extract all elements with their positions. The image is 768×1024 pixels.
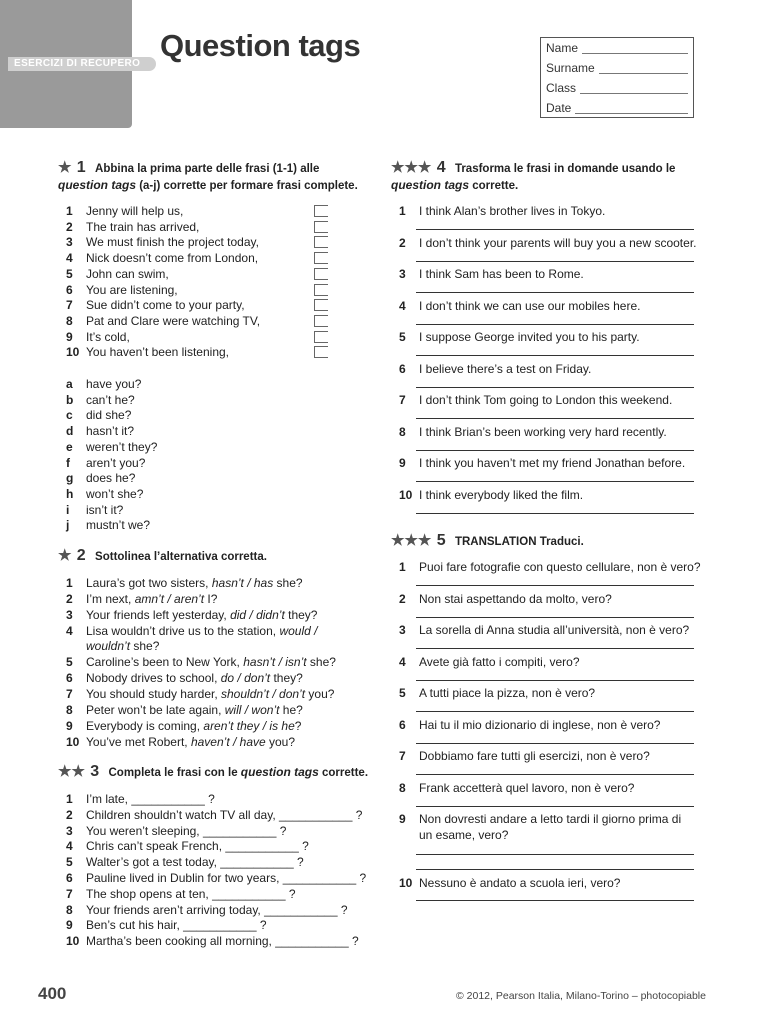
item-number: 3 [66,235,73,250]
item-text: hasn’t it? [86,424,135,439]
alternative-options[interactable]: aren’t they / is he [203,718,295,733]
item-number: 10 [399,876,413,890]
item-text: I think Alan’s brother lives in Tokyo. [419,204,606,218]
item-number: 10 [66,345,80,360]
item-text: does he? [86,471,136,486]
answer-line[interactable] [416,585,694,586]
item-text: Martha’s been cooking all morning, ___________ ? [86,934,359,949]
item-number: 2 [66,807,73,822]
item-number: 7 [66,886,73,901]
item-text: I’m next, amn’t / aren’t I? [86,591,218,606]
item-number: 10 [399,487,413,502]
item-text: Everybody is coming, aren’t they / is he? [86,718,302,733]
section-tab: ESERCIZI DI RECUPERO [8,57,156,71]
item-number: 5 [66,266,73,281]
item-text: Lisa wouldn’t drive us to the station, would / [86,623,318,638]
item-number: 4 [399,298,406,313]
item-text: A tutti piace la pizza, non è vero? [419,686,596,700]
exercise-1-heading: ★ 1 Abbina la prima parte delle frasi (1-1) alle question tags (a-j) corrette per formare frasi complete. [58,159,358,192]
item-text: Walter’s got a test today, ___________ ? [86,855,304,870]
item-number: 8 [66,313,73,328]
item-number: 7 [399,393,406,407]
item-number: 4 [66,623,73,638]
alternative-options[interactable]: will / won’t [224,702,280,717]
item-number: 7 [399,749,406,763]
item-text: aren’t you? [86,455,146,470]
item-text: Nick doesn’t come from London, [86,251,259,266]
item-number: g [66,471,74,486]
item-number: f [66,455,70,470]
difficulty-star-icon: ★★★ [391,159,432,176]
item-text: wouldn’t she? [86,639,160,654]
item-text: I think you haven’t met my friend Jonathan before. [419,456,686,470]
item-text: Chris can’t speak French, ___________ ? [86,839,309,854]
item-number: 9 [399,456,406,470]
item-text: I suppose George invited you to his party. [419,330,640,344]
item-number: 7 [66,298,73,313]
alternative-options[interactable]: did / didn’t [230,607,285,622]
item-number: j [66,518,70,533]
item-text: isn’t it? [86,502,124,517]
item-text: Pat and Clare were watching TV, [86,313,261,328]
item-number: i [66,502,70,517]
item-number: 8 [66,702,73,717]
difficulty-star-icon: ★★ [58,763,85,780]
item-text: I don’t think your parents will buy you a new scooter. [419,235,697,250]
item-text: weren’t they? [86,439,158,454]
answer-line[interactable] [416,324,694,325]
exercise-3-heading: ★★ 3 Completa le frasi con le question tags corrette. [58,763,369,780]
answer-line[interactable] [416,481,694,482]
item-text: Your friends left yesterday, did / didn’t they? [86,607,318,622]
item-text: I don’t think Tom going to London this weekend. [419,393,673,407]
item-number: 8 [66,902,73,917]
answer-line[interactable] [416,680,694,681]
answer-box[interactable] [314,284,328,296]
item-number: 3 [66,823,73,838]
item-number: 5 [399,686,406,700]
answer-line[interactable] [416,355,694,356]
item-text: Dobbiamo fare tutti gli esercizi, non è vero? [419,749,650,763]
item-number: 4 [66,839,73,854]
item-text: We must finish the project today, [86,235,259,250]
item-number: 6 [399,718,406,732]
item-text: Pauline lived in Dublin for two years, ___________ ? [86,871,367,885]
item-number: 6 [399,361,406,376]
item-number: 9 [66,918,73,933]
exercise-5-heading: ★★★ 5 TRANSLATION Traduci. [391,532,584,549]
alternative-options[interactable]: wouldn’t [86,639,131,654]
item-text: Frank accetterà quel lavoro, non è vero? [419,781,635,795]
item-text: Puoi fare fotografie con questo cellulare, non è vero? [419,560,701,574]
item-number: 9 [66,329,73,344]
item-text: I believe there’s a test on Friday. [419,361,592,376]
item-text: Nessuno è andato a scuola ieri, vero? [419,876,621,890]
alternative-options[interactable]: would / [279,623,318,638]
item-text: did she? [86,408,132,423]
date-field[interactable]: Date [541,98,693,118]
item-number: 4 [399,655,406,669]
answer-line[interactable] [416,292,694,293]
item-text: You’ve met Robert, haven’t / have you? [86,734,296,749]
item-text: Jenny will help us, [86,204,184,218]
answer-box[interactable] [314,346,328,358]
answer-line[interactable] [416,900,694,901]
item-number: a [66,377,73,391]
student-info-box [540,37,694,118]
item-number: 5 [399,330,406,344]
item-text: Peter won’t be late again, will / won’t he? [86,702,303,717]
item-text: You are listening, [86,282,178,297]
item-number: 1 [399,204,406,218]
answer-line[interactable] [416,261,694,262]
copyright-notice: © 2012, Pearson Italia, Milano-Torino – photocopiable [456,990,706,1002]
item-number: c [66,408,73,423]
item-text: Nobody drives to school, do / don’t they? [86,671,303,686]
item-number: 1 [66,792,73,806]
item-text: I think everybody liked the film. [419,487,584,502]
item-number: 6 [66,871,73,885]
item-text: You weren’t sleeping, ___________ ? [86,823,287,838]
item-text: I think Brian’s been working very hard recently. [419,424,667,439]
item-text: Ben’s cut his hair, ___________ ? [86,918,267,933]
item-text: Your friends aren’t arriving today, ___________ ? [86,902,348,917]
answer-box[interactable] [314,221,328,233]
alternative-options[interactable]: hasn’t / has [211,576,274,590]
item-number: h [66,486,74,501]
item-number: 2 [399,235,406,250]
item-text: It’s cold, [86,329,130,344]
item-text: I’m late, ___________ ? [86,792,215,806]
item-number: 9 [66,718,73,733]
item-number: 3 [66,607,73,622]
answer-line[interactable] [416,648,694,649]
exercise-4-heading: ★★★ 4 Trasforma le frasi in domande usando le question tags corrette. [391,159,676,192]
item-number: 1 [399,560,406,574]
item-text: I think Sam has been to Rome. [419,267,584,281]
difficulty-star-icon: ★ [58,159,72,176]
item-number: 10 [66,934,80,949]
item-number: 10 [66,734,80,749]
item-text: The shop opens at ten, ___________ ? [86,886,296,901]
answer-line[interactable] [416,418,694,419]
item-number: 5 [66,855,73,870]
item-number: 9 [399,812,406,826]
answer-box[interactable] [314,268,328,280]
item-number: 3 [399,623,406,637]
exercise-2-heading: ★ 2 Sottolinea l’alternativa corretta. [58,547,267,564]
item-number: 4 [66,251,73,266]
answer-line[interactable] [416,387,694,388]
difficulty-star-icon: ★★★ [391,532,432,549]
item-text: You should study harder, shouldn’t / don’t you? [86,686,335,701]
item-number: d [66,424,74,439]
item-text: Laura’s got two sisters, hasn’t / has she? [86,576,303,590]
item-number: 6 [66,671,73,686]
item-text: have you? [86,377,142,391]
item-text: You haven’t been listening, [86,345,230,360]
answer-line[interactable] [416,229,694,230]
item-text: I don’t think we can use our mobiles here. [419,298,641,313]
item-number: 8 [399,781,406,795]
item-number: e [66,439,73,454]
item-number: 1 [66,204,73,218]
item-text: John can swim, [86,266,169,281]
item-text: un esame, vero? [419,828,509,842]
item-number: 2 [66,219,73,234]
answer-box[interactable] [314,299,328,311]
alternative-options[interactable]: haven’t / have [190,734,266,749]
answer-line[interactable] [416,743,694,744]
answer-line[interactable] [416,806,694,807]
answer-box[interactable] [314,236,328,248]
answer-line[interactable] [416,869,694,870]
item-text: Non stai aspettando da molto, vero? [419,592,612,606]
item-text: mustn’t we? [86,518,151,533]
item-number: 7 [66,686,73,701]
answer-box[interactable] [314,331,328,343]
alternative-options[interactable]: do / don’t [220,671,271,686]
item-text: La sorella di Anna studia all’università, non è vero? [419,623,690,637]
item-number: 3 [399,267,406,281]
answer-line[interactable] [416,854,694,855]
answer-line[interactable] [416,513,694,514]
item-number: 2 [66,591,73,606]
name-field[interactable]: Name [541,38,693,58]
item-text: Sue didn’t come to your party, [86,298,245,313]
item-text: The train has arrived, [86,219,200,234]
class-field[interactable]: Class [541,78,693,98]
item-text: Non dovresti andare a letto tardi il giorno prima di [419,812,682,826]
answer-line[interactable] [416,617,694,618]
answer-line[interactable] [416,774,694,775]
item-text: Avete già fatto i compiti, vero? [419,655,580,669]
item-number: b [66,392,74,407]
item-number: 5 [66,655,73,670]
item-number: 6 [66,282,73,297]
alternative-options[interactable]: hasn’t / isn’t [243,655,307,670]
alternative-options[interactable]: amn’t / aren’t [134,591,205,606]
item-text: won’t she? [86,486,144,501]
item-text: Hai tu il mio dizionario di inglese, non è vero? [419,718,661,732]
answer-line[interactable] [416,711,694,712]
answer-box[interactable] [314,315,328,327]
answer-box[interactable] [314,205,328,217]
item-number: 8 [399,424,406,439]
item-text: Caroline’s been to New York, hasn’t / isn’t she? [86,655,336,670]
answer-line[interactable] [416,450,694,451]
item-number: 2 [399,592,406,606]
item-text: can’t he? [86,392,135,407]
item-number: 1 [66,576,73,590]
page-number: 400 [38,984,67,1003]
alternative-options[interactable]: shouldn’t / don’t [221,686,306,701]
difficulty-star-icon: ★ [58,547,72,564]
surname-field[interactable]: Surname [541,58,693,78]
answer-box[interactable] [314,252,328,264]
page-title: Question tags [160,28,361,63]
item-text: Children shouldn’t watch TV all day, ___________ ? [86,807,363,822]
